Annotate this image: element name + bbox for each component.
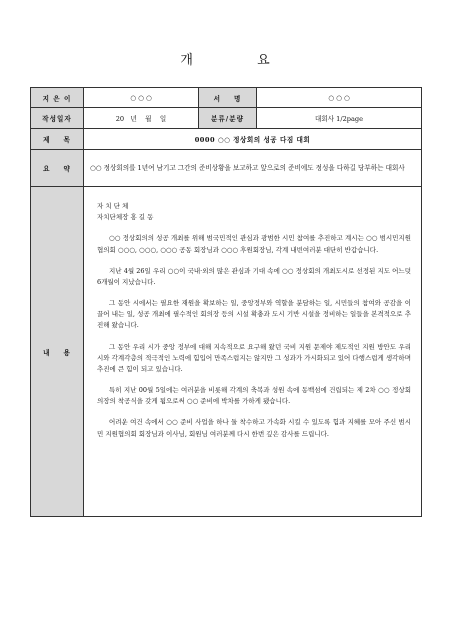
name-value: ○ ○ ○ (257, 88, 422, 108)
content-paragraph: 지난 4월 26일 우리 ○○이 국내·외의 많은 관심과 기대 속에 ○○ 정상회의 개최도시로 선정된 지도 어느덧 6개월이 지났습니다. (97, 266, 411, 286)
content-paragraph: 그 동안 시에서는 필요한 재원을 확보하는 일, 중앙정부와 역할을 분담하는 일, 시민들의 참여와 공감을 이끌어 내는 일, 성공 개최에 필수적인 회의장 등의 시설 확충과 도시 기반 시설을 정비하는 일들을 본격적으로 추진해 왔습니다. (97, 299, 411, 330)
date-value: 20 년 월 일 (84, 108, 199, 129)
title-row (31, 129, 422, 150)
name-label: 서명 (199, 88, 257, 108)
content-paragraph: 그 동안 우리 시가 중앙 정부에 대해 지속적으로 요구해 왔던 국비 지원 문제야 제도적인 지원 방안도 우리 시와 각계각층의 적극적인 노력에 힘입어 만족스럽지는 않지만 그 성과가 가시화되고 있어 다행스럽게 생각하며 추진에 큰 힘이 되고 있습니다. (97, 342, 411, 373)
content-body (84, 187, 422, 517)
page-title: 개 요 (180, 53, 300, 68)
title-label: 제목 (31, 129, 84, 150)
content-label: 내용 (31, 187, 84, 517)
content-row (31, 187, 422, 517)
date-row (31, 108, 422, 129)
category-label: 분류/분량 (199, 108, 257, 129)
author-value: ○ ○ ○ (84, 88, 199, 108)
content-org-line: 자 치 단 체 (97, 202, 129, 210)
summary-label: 요약 (31, 150, 84, 187)
author-label: 지 은 이 (31, 88, 84, 108)
overview-form-table (30, 87, 422, 517)
content-paragraph: ○○ 정상회의의 성공 개최를 위해 범국민적인 관심과 광범한 시민 참여를 추진하고 계시는 ○○ 범시민지원협의회 ○○○, ○○○, ○○○ 공동 회장님과 ○○○ 후원회장님, 각계 내빈여러분 대단히 반갑습니다. (97, 234, 411, 254)
summary-value: ○○ 정상회의를 1년여 남기고 그간의 준비상황을 보고하고 앞으로의 준비에도 정성을 다하길 당부하는 대회사 (84, 150, 422, 187)
title-value: 0000 ○○ 정상회의 성공 다짐 대회 (84, 129, 422, 150)
content-paragraph: 어려운 여건 속에서 ○○ 준비 사업을 하나 둘 착수하고 가속화 시킬 수 있도록 힘과 지혜를 모아 주신 범시민 지원협의회 회장님과 이사님, 회원님 여러분께 다시 한번 깊은 감사를 드립니다. (97, 418, 411, 438)
summary-row (31, 150, 422, 187)
content-paragraph: 특히 지난 00월 5일에는 여러분을 비롯해 각계의 축복과 성원 속에 동백섬에 건립되는 제 2차 ○○ 정상회의장의 착공식을 갖게 됨으로써 ○○ 준비에 박차를 가하게 됐습니다. (97, 386, 411, 406)
category-value: 대회사 1/2page (257, 108, 422, 129)
content-head-line: 자치단체장 홍 길 동 (97, 213, 154, 222)
date-label: 작성일자 (31, 108, 84, 129)
author-row (31, 88, 422, 108)
